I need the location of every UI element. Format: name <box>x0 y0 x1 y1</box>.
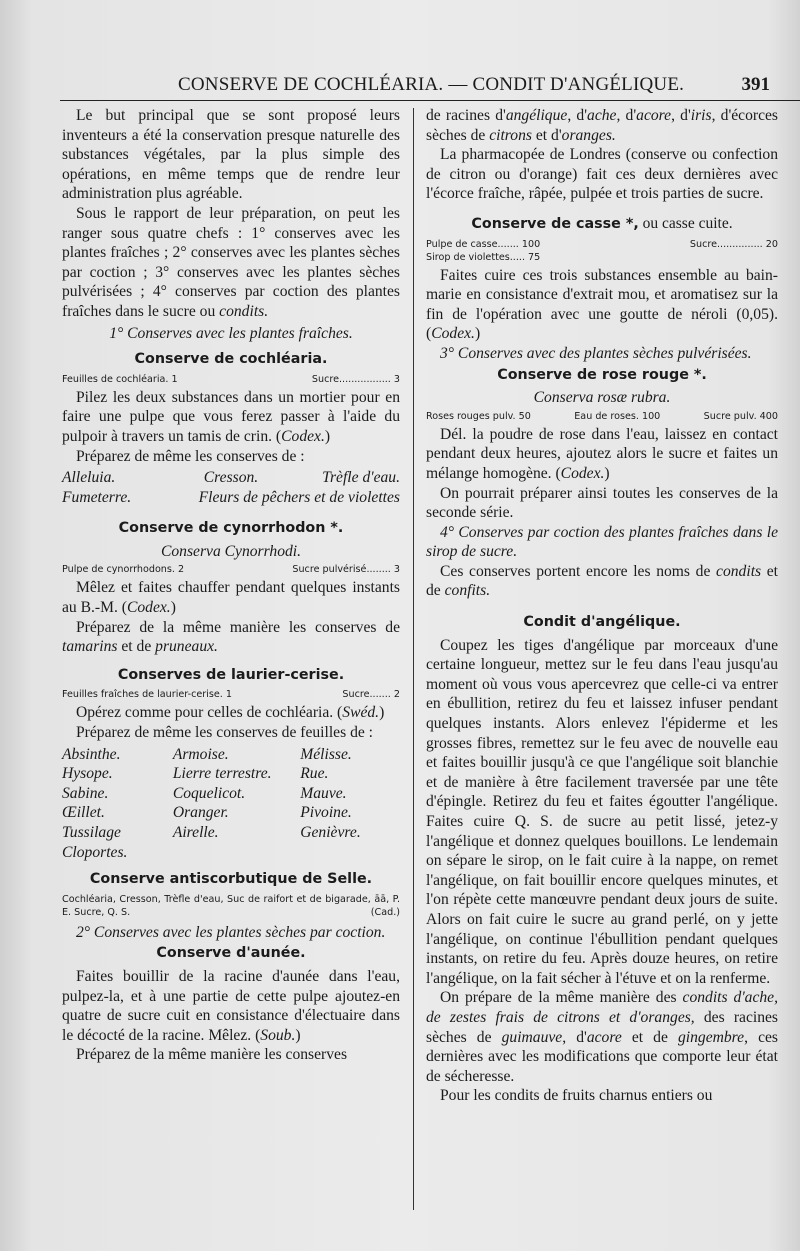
cynorrhodon-recipe: Pulpe de cynorrhodons. 2 Sucre pulvérisé........ 3 <box>62 564 400 576</box>
rose-latin: Conserva rosæ rubra. <box>533 389 671 407</box>
aunee-variants: Préparez de la même manière les conserves <box>76 1046 348 1064</box>
intro-paragraph: Le but principal que se sont proposé leurs inventeurs a été la conservation presque naturelle des substances végétales, par la plus simple des opérations, en même temps que de rendre leur administration plus agréable. <box>62 107 400 203</box>
plant-list-2: Absinthe. Armoise. Mélisse. Hysope. Lierre terrestre. Rue. Sabine. Coquelicot. Mauve. Œillet. Oranger. Pivoine. Tussilage Airelle. Genièvre. Cloportes. <box>62 745 361 861</box>
cynorrhodon-heading: Conserve de cynorrhodon *. <box>118 520 344 537</box>
laurier-variants-intro: Préparez de même les conserves de feuilles de : <box>76 724 374 742</box>
aunee-heading: Conserve d'aunée. <box>156 945 306 962</box>
condit-heading: Condit d'angélique. <box>523 614 681 631</box>
selle-recipe: Cochléaria, Cresson, Trèfle d'eau, Suc de raifort et de bigarade, āā, P. E. Sucre, Q. S. (Cad.) <box>62 893 400 918</box>
fruit-condits-paragraph: Pour les condits de fruits charnus entiers ou <box>440 1087 713 1105</box>
casse-instructions: Faites cuire ces trois substances ensemble au bain-marie en consistance d'extrait mou, et aromatisez sur la fin de l'opération avec une goutte de néroli (0,05). (Codex.) <box>426 266 778 343</box>
cynorrhodon-latin: Conserva Cynorrhodi. <box>160 542 302 560</box>
classification-paragraph: Sous le rapport de leur préparation, on peut les ranger sous quatre chefs : 1° conserves avec les plantes fraîches ; 2° conserves avec les plantes sèches par coction ; 3° conserves avec les plantes sèches pulvérisées ; 4° conserves par coction des plantes fraîches dans le sucre ou condits. <box>62 204 400 320</box>
london-pharmacopoeia-paragraph: La pharmacopée de Londres (conserve ou confection de citron ou d'orange) fait ces deux dernières avec l'écorce fraîche, râpée, pulpée et trois parties de sucre. <box>426 146 778 203</box>
left-column <box>62 106 400 1065</box>
roots-continuation: de racines d'angélique, d'ache, d'acore, d'iris, d'écorces sèches de citrons et d'oranges. <box>426 107 779 144</box>
condit-instructions: Coupez les tiges d'angélique par morceaux d'une certaine longueur, mettez sur le feu dans l'eau jusqu'au moment où vous vous apercevrez que celle-ci va entrer en ébullition, retirez du feu et laissez infuser pendant quelques instants. Alors enlevez l'épiderme et les grosses fibres, remettez sur le feu avec de nouvelle eau et faites bouillir jusqu'à ce que l'angélique soit blanchie et de manière à être facilement traversée par une tête d'épingle. Retirez du feu et faites égoutter l'angélique. Faites cuire Q. S. de sucre au petit lissé, jetez-y l'angélique et donnez quelques bouillons. Le lendemain on sépare le sirop, on le fait cuire à la nappe, on remet l'angélique, on fait bouillir encore quelques minutes, et l'on répète cette manœuvre pendant deux jours de suite. Alors on fait cuire le sucre au grand perlé, on y jette l'angélique, on continue l'ébullition pendant quelques instants, on retire du feu. Après douze heures, on retire l'angélique, on la fait sécher à l'étuve et on la renferme. <box>426 636 778 987</box>
rose-recipe: Roses rouges pulv. 50 Eau de roses. 100 Sucre pulv. 400 <box>426 410 778 422</box>
cynorrhodon-instructions: Mêlez et faites chauffer pendant quelques instants au B.-M. (Codex.) <box>62 579 400 617</box>
laurier-instructions: Opérez comme pour celles de cochléaria. (Swéd.) <box>76 704 385 722</box>
condit-variants: On prépare de la même manière des condits d'ache, de zestes frais de citrons et d'oranges, des racines sèches de guimauve, d'acore et de gingembre, ces dernières avec les modifications que comporte leur état de sécheresse. <box>426 989 779 1085</box>
casse-heading: Conserve de casse *, ou casse cuite. <box>471 214 733 232</box>
cynorrhodon-variants: Préparez de la même manière les conserves de tamarins et de pruneaux. <box>62 618 400 656</box>
cochlearia-heading: Conserve de cochléaria. <box>134 351 328 368</box>
plant-list-1b: Fumeterre. Fleurs de pêchers et de violettes <box>62 488 400 506</box>
aunee-instructions: Faites bouillir de la racine d'aunée dans l'eau, pulpez-la, et à une partie de cette pulpe ajoutez-en quatre de sucre cuit en consistance d'électuaire dans le décocté de la racine. Mêlez. (Soub.) <box>62 967 400 1044</box>
rose-instructions: Dél. la poudre de rose dans l'eau, laissez en contact pendant deux heures, ajoutez alors le sucre et faites un mélange homogène. (Codex.) <box>426 425 778 482</box>
cochlearia-instructions: Pilez les deux substances dans un mortier pour en faire une pulpe que vous ferez passer à l'aide du pulpoir à travers un tamis de crin. (Codex.) <box>62 388 400 445</box>
rose-heading: Conserve de rose rouge *. <box>497 366 707 383</box>
category-1-heading: 1° Conserves avec les plantes fraîches. <box>109 324 353 342</box>
cochlearia-variants-intro: Préparez de même les conserves de : <box>76 447 305 465</box>
page-number: 391 <box>741 74 770 95</box>
laurier-recipe: Feuilles fraîches de laurier-cerise. 1 Sucre....... 2 <box>62 689 400 701</box>
running-header <box>60 74 800 101</box>
category-2-heading: 2° Conserves avec les plantes sèches par coction. <box>76 923 386 941</box>
casse-recipe: Pulpe de casse....... 100 Sucre............... 20 <box>426 238 778 250</box>
casse-recipe-2: Sirop de violettes..... 75 <box>426 251 541 263</box>
laurier-heading: Conserves de laurier-cerise. <box>117 666 345 683</box>
selle-heading: Conserve antiscorbutique de Selle. <box>89 871 373 888</box>
cochlearia-recipe: Feuilles de cochléaria. 1 Sucre................. 3 <box>62 373 400 385</box>
rose-note: On pourrait préparer ainsi toutes les conserves de la seconde série. <box>426 484 778 522</box>
plant-list-1: Alleluia. Cresson. Trèfle d'eau. <box>62 469 400 487</box>
column-divider <box>413 108 414 1210</box>
category-3-heading: 3° Conserves avec des plantes sèches pulvérisées. <box>440 344 752 362</box>
running-title: CONSERVE DE COCHLÉARIA. — CONDIT D'ANGÉLIQUE. <box>178 74 685 95</box>
category-4-note: Ces conserves portent encore les noms de condits et de confits. <box>426 562 779 600</box>
right-column <box>426 106 778 1106</box>
category-4-heading: 4° Conserves par coction des plantes fraîches dans le sirop de sucre. <box>426 523 778 561</box>
